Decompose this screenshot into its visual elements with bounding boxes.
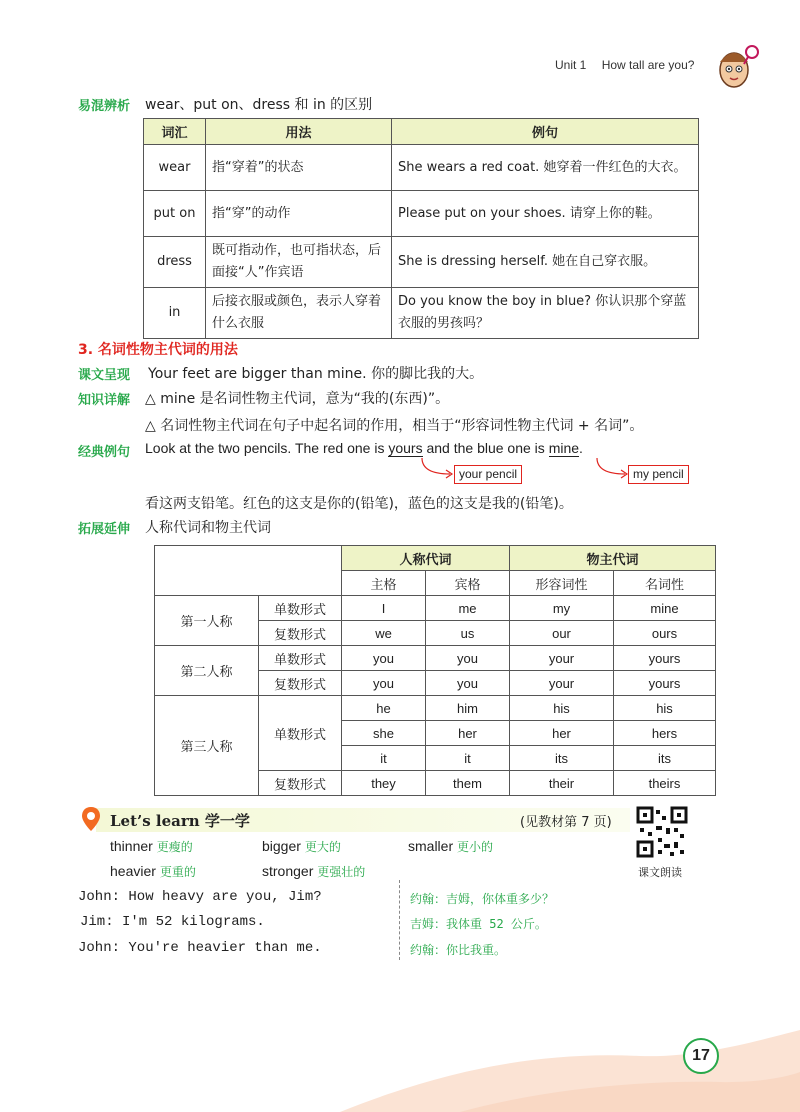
- vocab-en: thinner: [110, 838, 153, 854]
- table-row: [144, 237, 699, 288]
- plural-label: 复数形式: [259, 671, 342, 696]
- page-number: 17: [683, 1038, 719, 1074]
- word-yours: yours: [388, 440, 423, 456]
- footer-wave: [0, 1010, 800, 1112]
- table-cell: ours: [614, 621, 716, 646]
- note-my-pencil: my pencil: [628, 465, 689, 484]
- word-cell: in: [144, 288, 206, 339]
- header-object: 宾格: [426, 571, 510, 596]
- table-cell: his: [510, 696, 614, 721]
- table-row: [144, 191, 699, 237]
- vocab-cn: 更强壮的: [317, 865, 366, 879]
- divider: [399, 880, 400, 960]
- dialog-translation: 约翰：吉姆，你体重多少？: [410, 892, 555, 906]
- table-cell: their: [510, 771, 614, 796]
- first-person: 第一人称: [155, 596, 259, 646]
- extend-title: 人称代词和物主代词: [145, 520, 271, 536]
- confusion-tag: 易混辨析: [78, 99, 131, 114]
- table-cell: she: [342, 721, 426, 746]
- header-adj: 形容词性: [510, 571, 614, 596]
- unit-title: How tall are you?: [601, 58, 695, 72]
- table-cell: you: [342, 671, 426, 696]
- table-cell: you: [342, 646, 426, 671]
- table-cell: your: [510, 671, 614, 696]
- example-cell: Do you know the boy in blue? 你认识那个穿蓝衣服的男孩吗？: [392, 288, 699, 339]
- table-cell: its: [510, 746, 614, 771]
- detail-line-1: △ mine 是名词性物主代词，意为“我的(东西)”。: [145, 391, 450, 407]
- vocab-item: [110, 838, 193, 855]
- example-cell: Please put on your shoes. 请穿上你的鞋。: [392, 191, 699, 237]
- table-cell: it: [342, 746, 426, 771]
- example-tag: 经典例句: [78, 445, 131, 460]
- table-row: [144, 145, 699, 191]
- confusion-table: [143, 118, 699, 339]
- extend-tag: 拓展延伸: [78, 522, 131, 537]
- header-personal: 人称代词: [342, 546, 510, 571]
- word-cell: put on: [144, 191, 206, 237]
- col-header: 用法: [206, 119, 392, 145]
- usage-cell: 指“穿”的动作: [206, 191, 392, 237]
- word-mine: mine: [548, 440, 580, 456]
- usage-cell: 指“穿着”的状态: [206, 145, 392, 191]
- example-part: .: [579, 440, 583, 456]
- table-cell: our: [510, 621, 614, 646]
- usage-cell: 后接衣服或颜色，表示人穿着什么衣服: [206, 288, 392, 339]
- vocab-en: heavier: [110, 863, 156, 879]
- table-cell: hers: [614, 721, 716, 746]
- table-cell: it: [426, 746, 510, 771]
- table-cell: yours: [614, 646, 716, 671]
- table-cell: your: [510, 646, 614, 671]
- table-cell: they: [342, 771, 426, 796]
- vocab-cn: 更小的: [457, 840, 494, 854]
- text-sentence: Your feet are bigger than mine. 你的脚比我的大。: [148, 366, 484, 382]
- dialog-translation: 约翰：你比我重。: [410, 943, 507, 957]
- second-person: 第二人称: [155, 646, 259, 696]
- vocab-cn: 更瘦的: [156, 840, 193, 854]
- col-header: 例句: [392, 119, 699, 145]
- table-cell: yours: [614, 671, 716, 696]
- word-cell: wear: [144, 145, 206, 191]
- header-noun: 名词性: [614, 571, 716, 596]
- example-part: Look at the two pencils. The red one is: [145, 440, 389, 456]
- unit-label: Unit 1: [555, 58, 587, 72]
- header-subject: 主格: [342, 571, 426, 596]
- empty-corner: [155, 546, 342, 596]
- vocab-en: stronger: [262, 863, 314, 879]
- qr-code-icon[interactable]: [636, 806, 688, 858]
- dialog-line: Jim: I'm 52 kilograms.: [80, 914, 265, 930]
- example-part: and the blue one is: [422, 440, 549, 456]
- table-cell: we: [342, 621, 426, 646]
- vocab-cn: 更重的: [159, 865, 196, 879]
- vocab-en: bigger: [262, 838, 301, 854]
- example-cell: She is dressing herself. 她在自己穿衣服。: [392, 237, 699, 288]
- learn-title: Let’s learn 学一学: [110, 812, 250, 830]
- table-cell: them: [426, 771, 510, 796]
- confusion-title: wear、put on、dress 和 in 的区别: [145, 97, 373, 113]
- table-cell: mine: [614, 596, 716, 621]
- table-row: [144, 288, 699, 339]
- word-cell: dress: [144, 237, 206, 288]
- section-title: 3. 名词性物主代词的用法: [78, 342, 238, 358]
- location-pin-icon: [80, 806, 102, 832]
- detail-line-2: △ 名词性物主代词在句子中起名词的作用，相当于“形容词性物主代词 + 名词”。: [145, 418, 644, 434]
- table-cell: its: [614, 746, 716, 771]
- singular-label: 单数形式: [259, 696, 342, 771]
- table-cell: us: [426, 621, 510, 646]
- note-your-pencil: your pencil: [454, 465, 522, 484]
- mascot-icon: [712, 40, 760, 92]
- vocab-item: [262, 863, 365, 880]
- qr-label: 课文朗读: [638, 866, 682, 879]
- detail-tag: 知识详解: [78, 393, 131, 408]
- table-cell: you: [426, 646, 510, 671]
- vocab-item: [262, 838, 341, 855]
- plural-label: 复数形式: [259, 621, 342, 646]
- table-cell: him: [426, 696, 510, 721]
- table-cell: I: [342, 596, 426, 621]
- page-header: [555, 58, 706, 72]
- plural-label: 复数形式: [259, 771, 342, 796]
- table-cell: you: [426, 671, 510, 696]
- col-header: 词汇: [144, 119, 206, 145]
- table-cell: her: [426, 721, 510, 746]
- example-sentence: [145, 440, 583, 456]
- header-possessive: 物主代词: [510, 546, 716, 571]
- vocab-cn: 更大的: [304, 840, 341, 854]
- third-person: 第三人称: [155, 696, 259, 796]
- table-cell: his: [614, 696, 716, 721]
- singular-label: 单数形式: [259, 646, 342, 671]
- usage-cell: 既可指动作，也可指状态，后面接“人”作宾语: [206, 237, 392, 288]
- dialog-line: John: You're heavier than me.: [78, 940, 322, 956]
- table-cell: theirs: [614, 771, 716, 796]
- table-cell: my: [510, 596, 614, 621]
- vocab-item: [408, 838, 493, 855]
- dialog-line: John: How heavy are you, Jim?: [78, 889, 322, 905]
- pronoun-table: [154, 545, 716, 796]
- singular-label: 单数形式: [259, 596, 342, 621]
- vocab-en: smaller: [408, 838, 454, 854]
- dialog-translation: 吉姆：我体重 52 公斤。: [410, 917, 547, 931]
- learn-reference: (见教材第 7 页): [520, 815, 612, 830]
- text-tag: 课文呈现: [78, 368, 131, 383]
- example-cell: She wears a red coat. 她穿着一件红色的大衣。: [392, 145, 699, 191]
- example-translation: 看这两支铅笔。红色的这支是你的(铅笔)，蓝色的这支是我的(铅笔)。: [145, 496, 573, 512]
- table-cell: her: [510, 721, 614, 746]
- vocab-item: [110, 863, 196, 880]
- table-cell: he: [342, 696, 426, 721]
- table-cell: me: [426, 596, 510, 621]
